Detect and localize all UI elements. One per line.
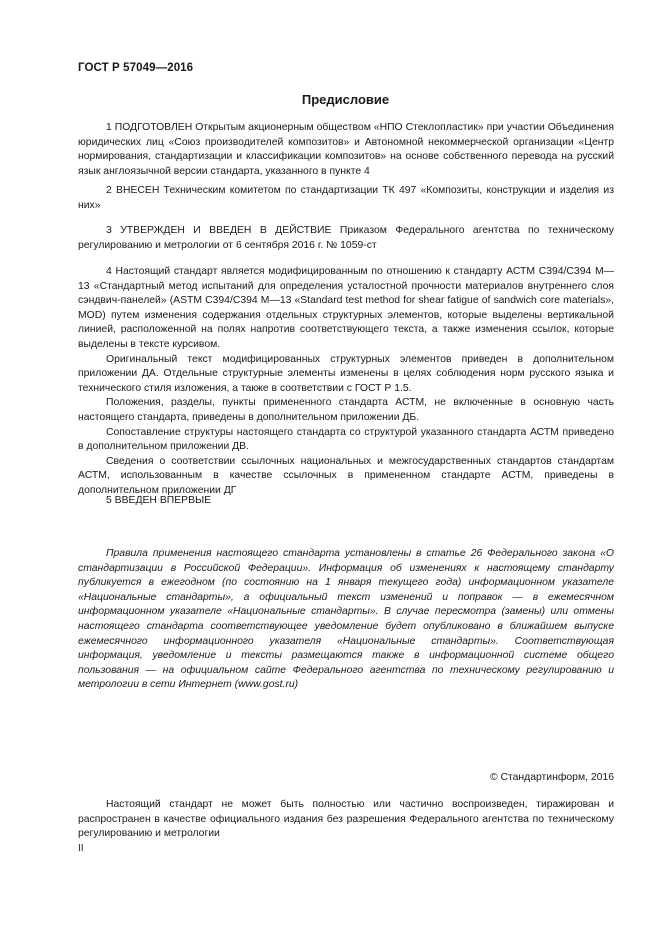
item-4-paragraph-2: Оригинальный текст модифицированных структурных элементов приведен в дополнительном приложении ДА. Отдельные структурные элементы изменены в целях соблюдения норм русского языка и технического стиля изложения, а также в соответствии с ГОСТ Р 1.5.	[78, 353, 614, 394]
item-4-paragraph-4: Сопоставление структуры настоящего стандарта со структурой указанного стандарта АСТМ приведено в дополнительном приложении ДВ.	[78, 426, 614, 453]
item-3-text: 3 УТВЕРЖДЕН И ВВЕДЕН В ДЕЙСТВИЕ Приказом Федерального агентства по техническому регулированию и метрологии от 6 сентября 2016 г. № 1059-ст	[78, 225, 614, 251]
item-1-text: 1 ПОДГОТОВЛЕН Открытым акционерным обществом «НПО Стеклопластик» при участии Объединения юридических лиц «Союз производителей композитов» и Автономной некоммерческой организации «Центр нормирования, стандартизации и классификации композитов» на основе собственного перевода на русский язык англоязычной версии стандарта, указанного в пункте 4	[78, 122, 614, 177]
item-4-paragraph-3: Положения, разделы, пункты примененного стандарта АСТМ, не включенные в основную часть настоящего стандарта, приведены в дополнительном приложении ДБ.	[78, 397, 614, 423]
item-4-paragraph-1: 4 Настоящий стандарт является модифицированным по отношению к стандарту АСТМ С394/С394 М—13 «Стандартный метод испытаний для определения усталостной прочности материалов внутреннего слоя сэндвич-панелей» (ASTM C394/C394 M—13 «Standard test method for shear fatigue of sandwich core materials», MOD) путем изменения содержания отдельных структурных элементов, которые выделены вертикальной линией, расположенной на полях напротив соответствующего текста, а также изменения ссылок, которые выделены в тексте курсивом.	[78, 266, 614, 350]
preface-item-5	[78, 494, 614, 509]
reproduction-notice	[78, 798, 614, 842]
preface-item-4	[78, 265, 614, 499]
item-4-paragraph-5: Сведения о соответствии ссылочных национальных и межгосударственных стандартов стандартам АСТМ, использованным в качестве ссылочных в примененном стандарте АСТМ, приведены в дополнительном приложении ДГ	[78, 455, 614, 496]
item-2-text: 2 ВНЕСЕН Техническим комитетом по стандартизации ТК 497 «Композиты, конструкции и изделия из них»	[78, 185, 614, 211]
copyright: © Стандартинформ, 2016	[489, 772, 614, 783]
preface-title: Предисловие	[301, 92, 390, 107]
page-number: II	[78, 843, 84, 854]
item-5-text: 5 ВВЕДЕН ВПЕРВЫЕ	[106, 495, 212, 506]
preface-item-1	[78, 121, 614, 179]
rules-notice	[78, 547, 614, 693]
reproduction-notice-text: Настоящий стандарт не может быть полностью или частично воспроизведен, тиражирован и распространен в качестве официального издания без разрешения Федерального агентства по техническому регулированию и метрологии	[78, 799, 614, 840]
rules-notice-text: Правила применения настоящего стандарта установлены в статье 26 Федерального закона «О стандартизации в Российской Федерации». Информация об изменениях к настоящему стандарту публикуется в ежегодном (по состоянию на 1 января текущего года) информационном указателе «Национальные стандарты», а официальный текст изменений и поправок — в ежемесячном информационном указателе «Национальные стандарты». В случае пересмотра (замены) или отмены настоящего стандарта соответствующее уведомление будет опубликовано в ближайшем выпуске ежемесячного информационного указателя «Национальные стандарты». Соответствующая информация, уведомление и тексты размещаются также в информационной системе общего пользования — на официальном сайте Федерального агентства по техническому регулированию и метрологии в сети Интернет (www.gost.ru)	[78, 548, 614, 691]
preface-item-3	[78, 224, 614, 253]
standard-code-header: ГОСТ Р 57049—2016	[78, 62, 194, 74]
preface-item-2	[78, 184, 614, 213]
